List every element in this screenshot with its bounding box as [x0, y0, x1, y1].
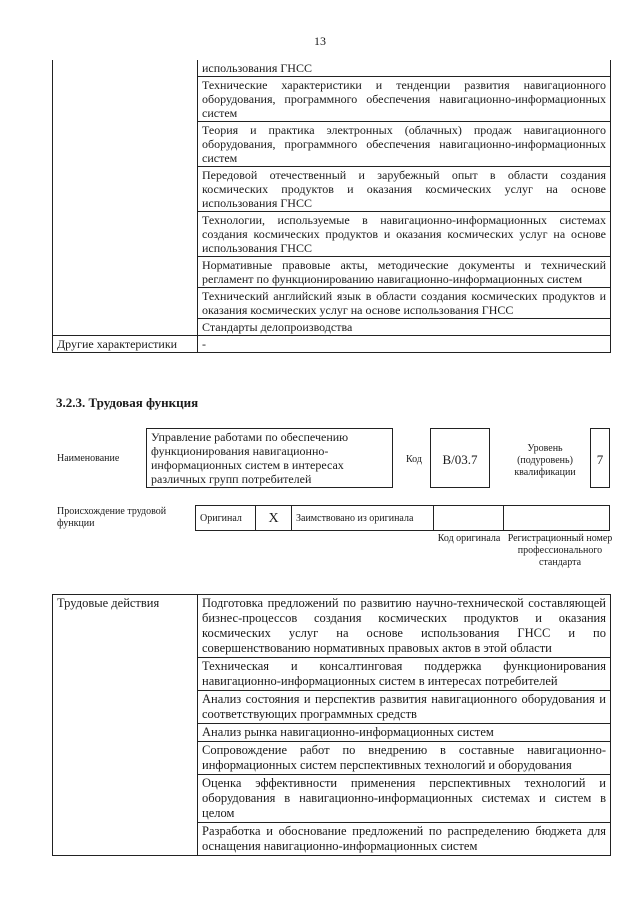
knowledge-item: Технологии, используемые в навигационно-информационных системах создания космических продуктов и оказания космических услуг на основе использования ГНСС [198, 212, 611, 257]
function-name-value: Управление работами по обеспечению функционирования навигационно-информационных систем в интересах различных групп потребителей [146, 428, 393, 488]
knowledge-item: Стандарты делопроизводства [198, 319, 611, 336]
labor-action-item: Анализ рынка навигационно-информационных систем [198, 724, 611, 742]
level-value: 7 [590, 428, 610, 488]
labor-actions-label: Трудовые действия [53, 595, 198, 856]
labor-action-item: Подготовка предложений по развитию научно-технической составляющей бизнес-процессов создания космических продуктов и оказания космических услуг на основе использования ГНСС и по совершенствованию нормативных правовых актов в этой области [198, 595, 611, 658]
original-mark: X [256, 506, 292, 531]
original-label: Оригинал [196, 506, 256, 531]
labor-action-item: Оценка эффективности применения перспективных технологий и оборудования в навигационно-информационных системах и систем в целом [198, 775, 611, 823]
original-code-caption: Код оригинала [437, 533, 501, 544]
other-characteristics-label: Другие характеристики [53, 336, 198, 353]
labor-actions-table [52, 594, 611, 856]
knowledge-item: Передовой отечественный и зарубежный опыт в области создания космических продуктов и оказания космических услуг на основе использования ГНСС [198, 167, 611, 212]
original-code-cell [434, 506, 504, 531]
section-title: 3.2.3. Трудовая функция [56, 395, 199, 410]
borrowed-label: Заимствовано из оригинала [292, 506, 434, 531]
registration-number-caption: Регистрационный номер профессионального стандарта [507, 533, 613, 568]
knowledge-item: Теория и практика электронных (облачных) продаж навигационного оборудования, программного обеспечения навигационно-информационных систем [198, 122, 611, 167]
knowledge-item: Технические характеристики и тенденции развития навигационного оборудования, программного обеспечения навигационно-информационных систем [198, 77, 611, 122]
knowledge-item: Нормативные правовые акты, методические документы и технический регламент по функционированию навигационно-информационных систем [198, 257, 611, 288]
knowledge-item: Технический английский язык в области создания космических продуктов и оказания космических услуг на основе использования ГНСС [198, 288, 611, 319]
name-label: Наименование [57, 453, 120, 464]
registration-number-cell [504, 506, 610, 531]
labor-action-item: Техническая и консалтинговая поддержка функционирования навигационно-информационных систем в интересах потребителей [198, 658, 611, 691]
labor-action-item: Разработка и обоснование предложений по распределению бюджета для оснащения навигационно-информационных систем [198, 823, 611, 856]
origin-table [195, 505, 610, 531]
code-label: Код [406, 454, 422, 465]
page-number: 13 [314, 34, 326, 48]
origin-label: Происхождение трудовой функции [57, 506, 167, 529]
labor-action-item: Сопровождение работ по внедрению в составные навигационно-информационных систем перспективных технологий и оборудования [198, 742, 611, 775]
labor-action-item: Анализ состояния и перспектив развития навигационного оборудования и соответствующих программных средств [198, 691, 611, 724]
knowledge-label-cell [53, 60, 198, 336]
function-code-value: B/03.7 [430, 428, 490, 488]
other-characteristics-value: - [198, 336, 611, 353]
knowledge-item: использования ГНСС [198, 60, 611, 77]
level-label: Уровень (подуровень) квалификации [514, 443, 576, 478]
knowledge-table [52, 60, 611, 353]
